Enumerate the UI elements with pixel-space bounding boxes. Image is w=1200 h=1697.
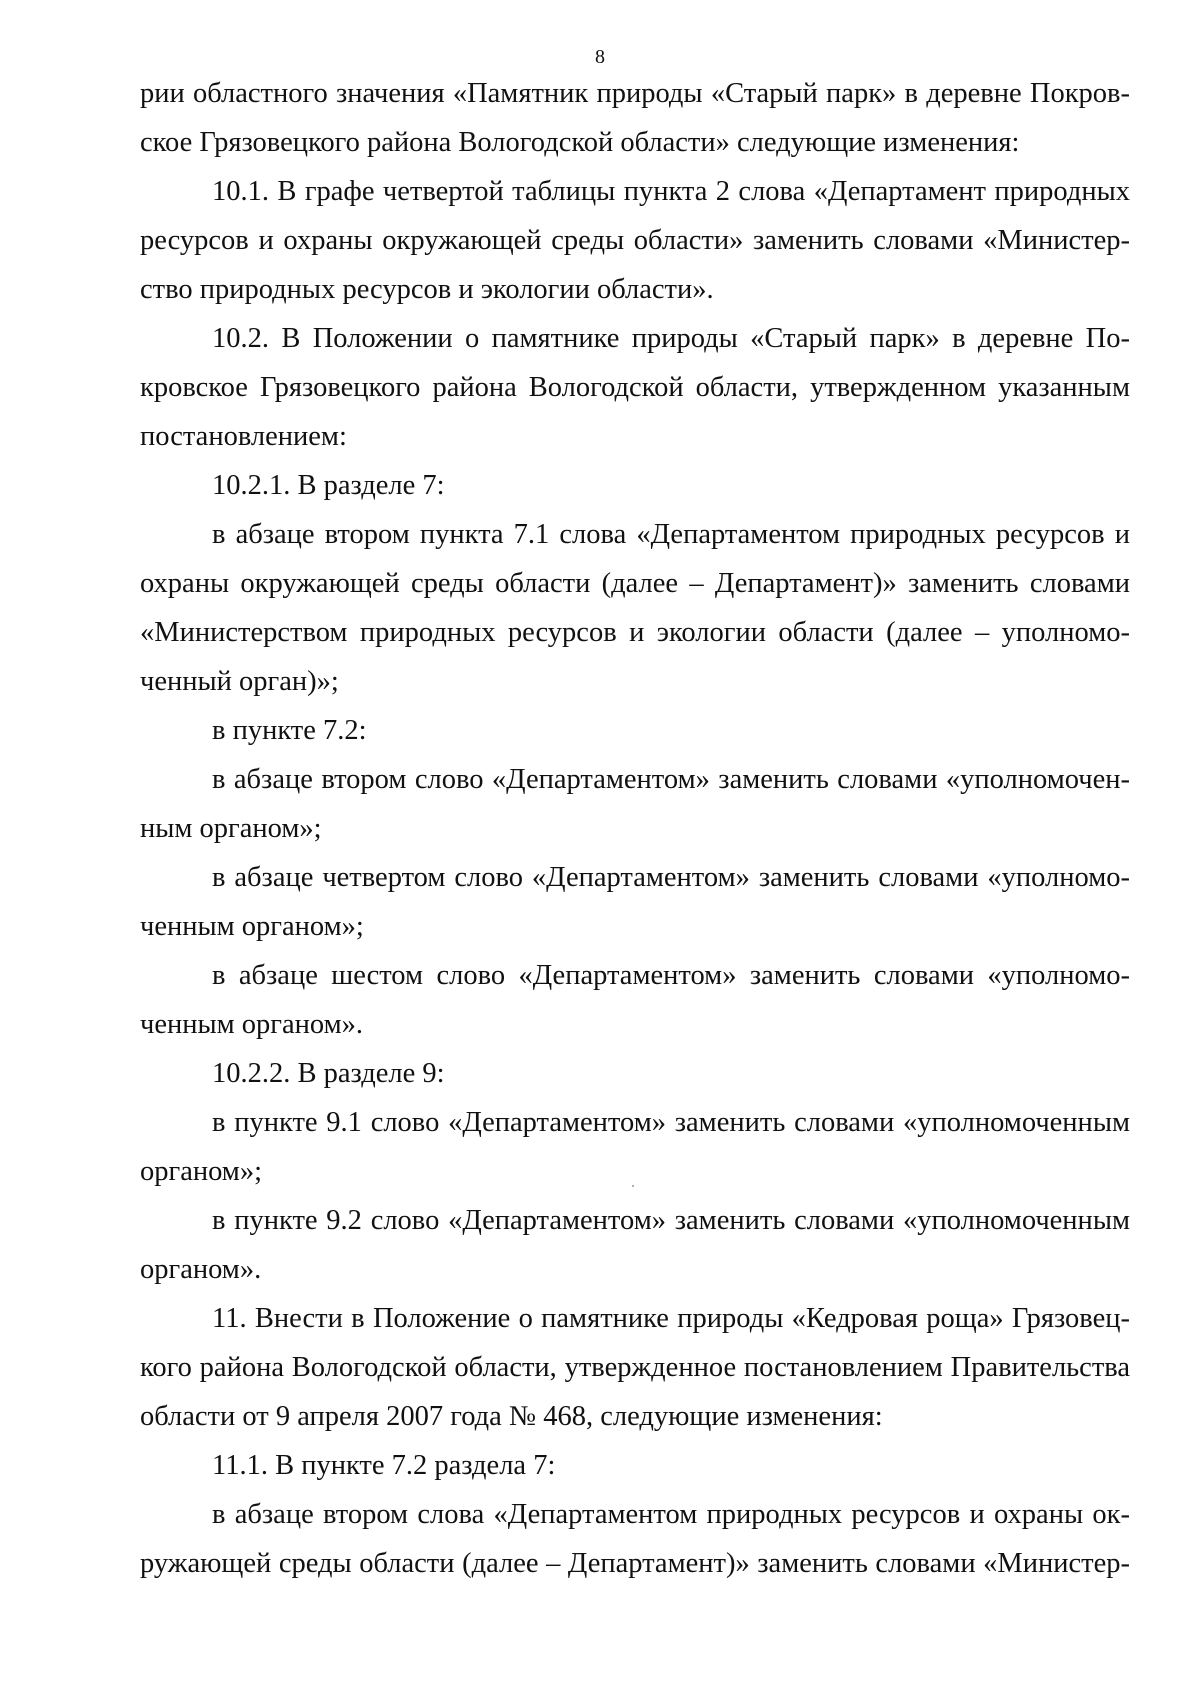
paragraph-first-line: 11. Внести в Положение о памятнике природы «Кедровая роща» Грязовец- <box>212 1303 1130 1334</box>
paragraph-first-line: 10.2. В Положении о памятнике природы «Старый парк» в деревне По- <box>212 323 1130 354</box>
paragraph-first-line: 10.1. В графе четвертой таблицы пункта 2 слова «Департамент природных <box>212 176 1130 207</box>
text-line: кровское Грязовецкого района Вологодской области, утвержденном указанным <box>140 372 1130 403</box>
text-line: ченным органом». <box>140 1009 364 1040</box>
paragraph-first-line: в абзаце втором слово «Департаментом» заменить словами «уполномочен- <box>212 764 1130 795</box>
paragraph-first-line: в абзаце четвертом слово «Департаментом» заменить словами «уполномо- <box>212 862 1130 893</box>
text-line: ресурсов и охраны окружающей среды области» заменить словами «Министер- <box>140 225 1130 256</box>
text-line: органом»; <box>140 1156 263 1187</box>
text-line: кого района Вологодской области, утвержденное постановлением Правительства <box>140 1352 1130 1383</box>
document-body <box>140 69 1130 1588</box>
paragraph-first-line: в пункте 9.2 слово «Департаментом» заменить словами «уполномоченным <box>212 1205 1130 1236</box>
paragraph-first-line: 10.2.1. В разделе 7: <box>212 470 445 501</box>
paragraph-first-line: в абзаце втором слова «Департаментом природных ресурсов и охраны ок- <box>212 1499 1130 1530</box>
text-line: ство природных ресурсов и экологии области». <box>140 274 714 305</box>
text-line: области от 9 апреля 2007 года № 468, следующие изменения: <box>140 1401 883 1432</box>
text-line: ченным органом»; <box>140 911 364 942</box>
page-number: 8 <box>595 46 605 68</box>
paragraph-first-line: в абзаце втором пункта 7.1 слова «Департаментом природных ресурсов и <box>212 519 1130 550</box>
scan-speck <box>632 1185 634 1187</box>
text-line: ружающей среды области (далее – Департамент)» заменить словами «Министер- <box>140 1548 1130 1579</box>
paragraph-first-line: в пункте 7.2: <box>212 715 367 746</box>
text-line: постановлением: <box>140 421 347 452</box>
text-line: ченный орган)»; <box>140 666 339 697</box>
paragraph-first-line: в абзаце шестом слово «Департаментом» заменить словами «уполномо- <box>212 960 1130 991</box>
text-line: «Министерством природных ресурсов и экологии области (далее – уполномо- <box>140 617 1130 648</box>
text-line: ское Грязовецкого района Вологодской области» следующие изменения: <box>140 127 1020 158</box>
text-line: органом». <box>140 1254 262 1285</box>
text-line: рии областного значения «Памятник природы «Старый парк» в деревне Покров- <box>140 78 1130 109</box>
text-line: ным органом»; <box>140 813 322 844</box>
paragraph-first-line: в пункте 9.1 слово «Департаментом» заменить словами «уполномоченным <box>212 1107 1130 1138</box>
paragraph-first-line: 11.1. В пункте 7.2 раздела 7: <box>212 1450 556 1481</box>
text-line: охраны окружающей среды области (далее – Департамент)» заменить словами <box>140 568 1130 599</box>
paragraph-first-line: 10.2.2. В разделе 9: <box>212 1058 445 1089</box>
